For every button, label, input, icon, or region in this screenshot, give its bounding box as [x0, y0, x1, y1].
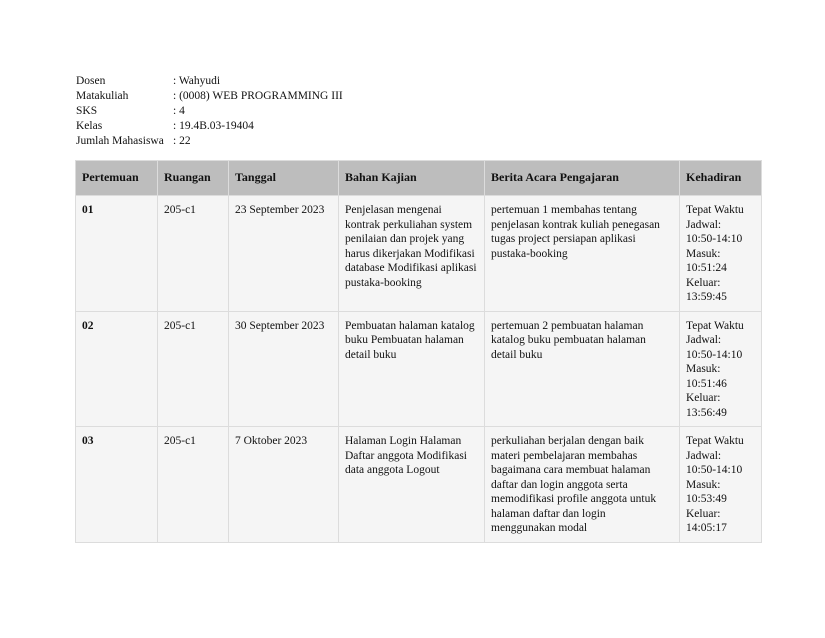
cell-bahan-kajian: Pembuatan halaman katalog buku Pembuatan halaman detail buku	[339, 311, 485, 427]
attendance-status: Tepat Waktu	[686, 204, 744, 216]
table-header-row	[76, 161, 762, 196]
info-value: : 19.4B.03-19404	[173, 120, 254, 132]
header-bahan-kajian: Bahan Kajian	[339, 161, 485, 196]
schedule-label: Jadwal:	[686, 334, 722, 346]
info-label: Kelas	[76, 120, 103, 132]
table-row	[76, 311, 762, 427]
cell-bahan-kajian: Halaman Login Halaman Daftar anggota Modifikasi data anggota Logout	[339, 427, 485, 543]
check-out-label: Keluar:	[686, 392, 721, 404]
cell-berita-acara: pertemuan 1 membahas tentang penjelasan kontrak kuliah penegasan tugas project persiapan aplikasi pustaka-booking	[485, 196, 680, 312]
schedule-label: Jadwal:	[686, 449, 722, 462]
cell-bahan-kajian: Penjelasan mengenai kontrak perkuliahan system penilaian dan projek yang harus dikerjakan Modifikasi database Modifikasi aplikasi pustaka-booking	[339, 196, 485, 312]
table-row	[76, 427, 762, 543]
attendance-status: Tepat Waktu	[686, 319, 744, 332]
attendance-table	[75, 160, 762, 543]
table-row	[76, 196, 762, 312]
header-kehadiran: Kehadiran	[680, 161, 762, 196]
cell-tanggal: 7 Oktober 2023	[229, 427, 339, 543]
check-in-time: 10:53:49	[686, 493, 727, 505]
course-info	[76, 74, 343, 149]
header-ruangan: Ruangan	[158, 161, 229, 196]
cell-tanggal: 30 September 2023	[229, 311, 339, 427]
cell-ruangan: 205-c1	[158, 311, 229, 427]
info-label: Matakuliah	[76, 90, 129, 102]
cell-kehadiran	[680, 311, 762, 427]
cell-berita-acara: perkuliahan berjalan dengan baik materi pembelajaran membahas bagaimana cara membuat halaman daftar dan login anggota serta memodifikasi profile anggota untuk halaman daftar dan login menggunakan modal	[485, 427, 680, 543]
attendance-status: Tepat Waktu	[686, 435, 744, 447]
check-out-label: Keluar:	[686, 507, 721, 520]
cell-pertemuan: 01	[76, 196, 158, 312]
check-in-label: Masuk:	[686, 363, 721, 375]
schedule-time: 10:50-14:10	[686, 233, 743, 245]
schedule-time: 10:50-14:10	[686, 348, 743, 361]
check-in-time: 10:51:24	[686, 262, 727, 274]
info-row-sks	[76, 104, 343, 119]
info-value: : 4	[173, 105, 185, 117]
header-berita-acara: Berita Acara Pengajaran	[485, 161, 680, 196]
check-in-time: 10:51:46	[686, 377, 727, 390]
info-row-jumlah-mahasiswa	[76, 134, 343, 149]
check-out-time: 14:05:17	[686, 522, 727, 534]
check-in-label: Masuk:	[686, 478, 721, 491]
info-label: Dosen	[76, 75, 106, 87]
info-value: : (0008) WEB PROGRAMMING III	[173, 90, 343, 102]
info-label: Jumlah Mahasiswa	[76, 135, 164, 147]
cell-kehadiran	[680, 427, 762, 543]
info-row-matakuliah	[76, 89, 343, 104]
info-row-kelas	[76, 119, 343, 134]
check-in-label: Masuk:	[686, 247, 721, 260]
check-out-time: 13:56:49	[686, 406, 727, 419]
cell-pertemuan: 02	[76, 311, 158, 427]
check-out-label: Keluar:	[686, 276, 721, 289]
cell-ruangan: 205-c1	[158, 427, 229, 543]
info-label: SKS	[76, 105, 98, 117]
info-value: : Wahyudi	[173, 75, 221, 87]
schedule-label: Jadwal:	[686, 218, 722, 231]
check-out-time: 13:59:45	[686, 291, 727, 303]
schedule-time: 10:50-14:10	[686, 464, 743, 476]
cell-kehadiran	[680, 196, 762, 312]
info-value: : 22	[173, 135, 191, 147]
cell-berita-acara: pertemuan 2 pembuatan halaman katalog buku pembuatan halaman detail buku	[485, 311, 680, 427]
cell-ruangan: 205-c1	[158, 196, 229, 312]
info-row-dosen	[76, 74, 343, 89]
header-pertemuan: Pertemuan	[76, 161, 158, 196]
header-tanggal: Tanggal	[229, 161, 339, 196]
cell-tanggal: 23 September 2023	[229, 196, 339, 312]
cell-pertemuan: 03	[76, 427, 158, 543]
